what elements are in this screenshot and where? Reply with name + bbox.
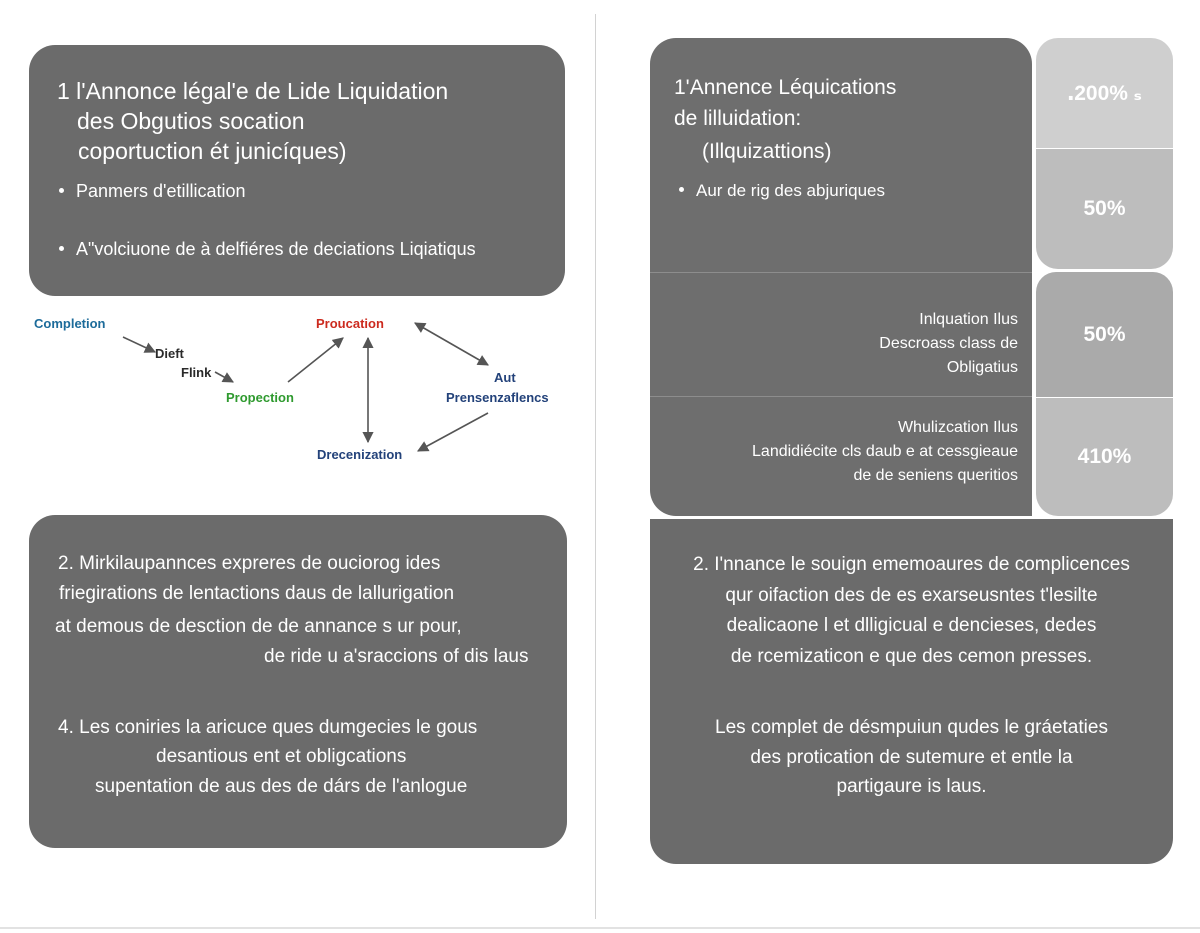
card-title-line-1: 1'Annence Léquications (674, 76, 897, 99)
node-aut: Aut (494, 370, 516, 385)
bullet-dot-icon (59, 188, 64, 193)
node-propection: Propection (226, 390, 294, 405)
text-line: de rcemizaticon e que des cemon presses. (730, 646, 1093, 667)
title-line-1: 1 l'Annonce légal'e de Lide Liquidation (57, 78, 449, 104)
card-title (57, 76, 448, 166)
card-liquidation-table (650, 38, 1032, 516)
bullet-dot-icon (59, 246, 64, 251)
row-label: Inlquation Ilus Descroass class de Obligatius (879, 311, 1018, 376)
bullet-item: A"volciuone de à delfiéres de deciations Liqiatiqus (59, 239, 476, 260)
arrow-flink-propection (215, 372, 233, 382)
center-divider (595, 14, 596, 919)
title-line-3: coportuction ét junicíques) (78, 138, 347, 164)
text-line: partigaure is laus. (836, 776, 987, 797)
text-line: des protication de sutemure et entle la (750, 747, 1073, 768)
node-drecenization: Drecenization (317, 447, 403, 462)
node-completion: Completion (34, 316, 106, 331)
card-title-line-2: de lilluidation: (674, 107, 802, 130)
text-line: supentation de aus des de dárs de l'anlogue (95, 776, 468, 797)
node-prenseration: Prensenzaflencs (446, 390, 549, 405)
text-line: 4. Les coniries la aricuce ques dumgecies le gous (58, 717, 478, 738)
card-liquidation-notice (29, 45, 565, 296)
row-label: Whulizcation Ilus Landidiécite cls daub e at cessgieaue de de seniens queritios (752, 419, 1018, 484)
text-line: Les complet de désmpuiun qudes le gráetaties (715, 717, 1108, 738)
text-line: de ride u a'sraccions of dis laus (264, 646, 529, 667)
bullet-item: Panmers d'etillication (59, 181, 246, 202)
text-line: dealicaone l et dlligicual e dencieses, dedes (726, 615, 1097, 636)
row-separator (650, 272, 1032, 273)
card-compliance (650, 519, 1173, 864)
bottom-border (0, 927, 1200, 929)
arrow-propection-proucation (288, 338, 343, 382)
node-dieft: Dieft (155, 346, 184, 361)
bullet-item: Aur de rig des abjuriques (679, 181, 885, 201)
node-flink: Flink (181, 365, 212, 380)
text-line: 2. Mirkilaupannces expreres de ouciorog ides (58, 553, 441, 574)
percentage-cell: 50% (1036, 149, 1173, 269)
arrow-proucation-aut (415, 323, 488, 365)
text-line: at demous de desction de de annance s ur pour, (55, 616, 462, 637)
bullet-dot-icon (679, 187, 684, 192)
percentage-cell: 410% (1036, 398, 1173, 516)
card-obligations (29, 515, 567, 848)
text-line: desantious ent et obligcations (156, 746, 407, 767)
text-line: 2. I'nnance le souign ememoaures de complicences (693, 554, 1130, 575)
percentage-cell: 50% (1036, 272, 1173, 397)
node-proucation: Proucation (316, 316, 384, 331)
arrow-prenseration-drecenization (418, 413, 488, 451)
text-line: qur oifaction des de es exarseusntes t'lesilte (725, 585, 1098, 606)
percentage-cell: ․200% ₛ (1036, 38, 1173, 148)
flow-diagram (25, 300, 585, 475)
text-line: friegirations de lentactions daus de lallurigation (59, 583, 455, 604)
card-title-line-3: (Illquizattions) (702, 140, 832, 163)
arrow-completion-dieft (123, 337, 155, 352)
row-separator (650, 396, 1032, 397)
title-line-2: des Obgutios socation (77, 108, 305, 134)
